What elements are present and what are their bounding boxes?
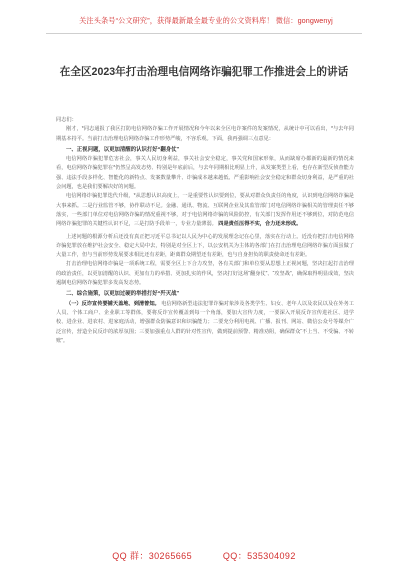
- footer-contacts: [0, 549, 408, 562]
- section-2-heading: 二、综合施策，以更加过硬的举措打好“歼灭战”: [66, 291, 180, 298]
- section-2-paragraph-1: [56, 300, 354, 346]
- intro-paragraph: 刚才，*同志通报了我区打防电信网络诈骗工作开展情况和今年以来全区电诈案件的发案情况，从统计中可以看出，*与去年同期基本持平。当前打击治理电信网络诈骗工作形势严峻，不容乐观。下面，我再强调三点意见：: [56, 126, 354, 142]
- document-body: [56, 116, 354, 346]
- header-notice-text: 关注头条号“公文研究”，获得最新最全最专业的公文资料库！: [79, 16, 274, 25]
- section-1-heading: 一、正视问题，以更加清醒的认识打好“翻身仗”: [66, 146, 180, 153]
- section-1-paragraph-3: 上述问题的根源分析后还没有真正把习近平总书记以人民为中心的发展理念记在心里，落实在行动上。近没有把打击电信网络诈骗犯罪放在维护社会安全、稳定大局中去，特别是对全区上下，以公安机关为主体的各部门在打击治理电信网络诈骗方面虽做了大量工作，但与当前形势发展要求相比还有差距，距离群众期望还有差距，也与自身担负的职责使命还有差距。: [56, 233, 354, 259]
- header-notice: [56, 16, 356, 26]
- section-1-paragraph-2: [56, 192, 354, 229]
- salutation: 同志们：: [56, 117, 77, 123]
- section-2-subheading: （一）反诈宣传要铺天盖地、到清曾知。: [66, 300, 160, 307]
- section-1-paragraph-1: 电信网络诈骗犯罪危害社会，事关人民切身利益，事关社会安全稳定，事关党和国家形象，从而缺席办都新的最新的情况来看，电信网络诈骗犯罪在*仍然呈高发态势、特别是年底前后，与去年同期相比明显上升，从发案类型上看，也存在新型反侦查能力强、违法手段多样化、智能化的新特点、发案数量攀升、诈骗成本越来越低、严重影响社会安全稳定和群众切身利益，是严重的社会问题，也是我们要解决好的问题。: [56, 156, 354, 191]
- document-title: 在全区2023年打击治理电信网络诈骗犯罪工作推进会上的讲话: [59, 66, 349, 78]
- section-1-para-2-text: 电信网络诈骗犯罪迭代升级，*从思想认识高度上，一是重要性认识要到位，要从对群众负责任的角度，认识到电信网络诈骗是大事来抓。二是行业监管不够，协作联动不足。金融、通讯、物流、互联网企业及其监管部门对电信网络诈骗相关的管理责任不够落实，一些部门单位对电信网络诈骗的情况重视不够，对于电信网络诈骗的风险防控，有关部门发挥作用还不够到位，对防范电信网络诈骗犯罪的关键性认识不足，三是打防手段单一，专业力量薄弱。: [56, 193, 354, 228]
- header-divider: [46, 33, 362, 34]
- section-1-paragraph-4: 打击治理电信网络诈骗是一项系统工程，需要全区上下合力攻坚，各有关部门和单位要从思想上正视问题，坚决扛起打击治理的政治责任，以更加清醒的认识、更加有力的举措、更加扎实的作风，坚决打好这场“翻身仗”、“攻坚战”，确保取得明显成效，坚决遏制电信网络诈骗犯罪多发高发态势。: [56, 261, 354, 287]
- header-wechat: 微信：gongwenyj: [275, 16, 333, 25]
- footer-qq: QQ：535304092: [222, 551, 296, 561]
- emphasis-4: 四是责任压得不实，合力还未形成。: [218, 221, 302, 228]
- section-2-para-text: 电信网络新型违法犯罪诈骗对象涉及各类学生、妇女、老年人以及农民以及在外务工人员、个体工商户、企业职工等群体，要将反诈宣传覆盖到每一个角落，要加大宣传力度，一要深入开展反诈宣传进社区、进学校、进企业、进农村、进家庭活动，增强群众防骗意识和识骗能力；二要充分利用电视、广播、报刊、网站、微信公众号等媒介广泛宣传，营造全民反诈的浓厚氛围；三要加强重点人群的针对性宣传，做到提前预警、精准劝阻，确保群众“不上当、不受骗、不转账”。: [56, 300, 354, 344]
- footer-qq-group: QQ 群：30265665: [112, 551, 192, 561]
